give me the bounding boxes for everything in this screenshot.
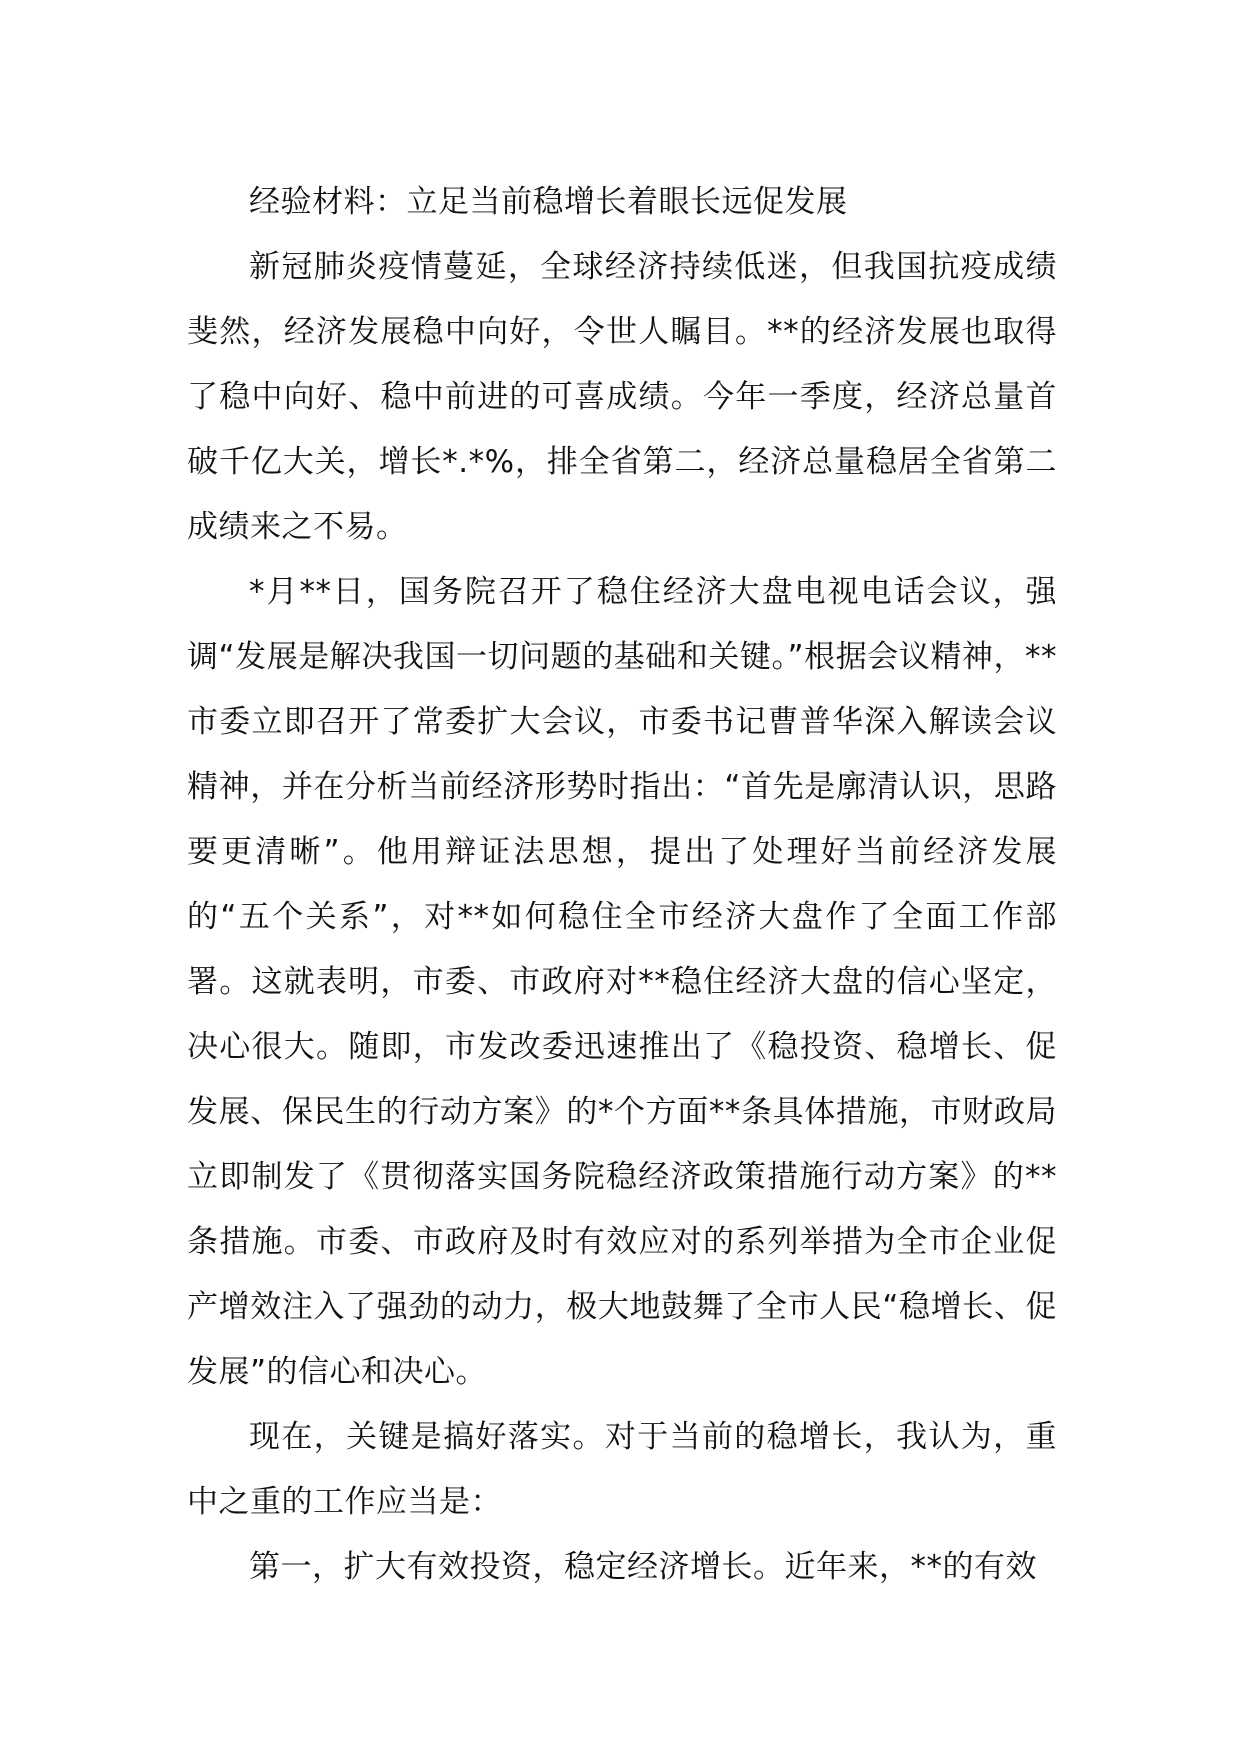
paragraph: 新冠肺炎疫情蔓延，全球经济持续低迷，但我国抗疫成绩斐然，经济发展稳中向好，令世人瞩目。**的经济发展也取得了稳中向好、稳中前进的可喜成绩。今年一季度，经济总量首破千亿大关，增长*.*%，排全省第二，经济总量稳居全省第二成绩来之不易。 bbox=[187, 249, 1057, 545]
paragraph: 第一，扩大有效投资，稳定经济增长。近年来，**的有效 bbox=[249, 1549, 1037, 1585]
paragraph: *月**日，国务院召开了稳住经济大盘电视电话会议，强调“发展是解决我国一切问题的基础和关键。”根据会议精神，**市委立即召开了常委扩大会议，市委书记曹普华深入解读会议精神，并在分析当前经济形势时指出：“首先是廓清认识，思路要更清晰”。他用辩证法思想，提出了处理好当前经济发展的“五个关系”，对**如何稳住全市经济大盘作了全面工作部署。这就表明，市委、市政府对**稳住经济大盘的信心坚定，决心很大。随即，市发改委迅速推出了《稳投资、稳增长、促发展、保民生的行动方案》的*个方面**条具体措施，市财政局立即制发了《贯彻落实国务院稳经济政策措施行动方案》的**条措施。市委、市政府及时有效应对的系列举措为全市企业促产增效注入了强劲的动力，极大地鼓舞了全市人民“稳增长、促发展”的信心和决心。 bbox=[187, 574, 1057, 1390]
paragraph: 现在，关键是搞好落实。对于当前的稳增长，我认为，重中之重的工作应当是： bbox=[187, 1419, 1057, 1520]
document-body bbox=[187, 170, 1057, 1600]
document-title: 经验材料：立足当前稳增长着眼长远促发展 bbox=[249, 184, 848, 220]
